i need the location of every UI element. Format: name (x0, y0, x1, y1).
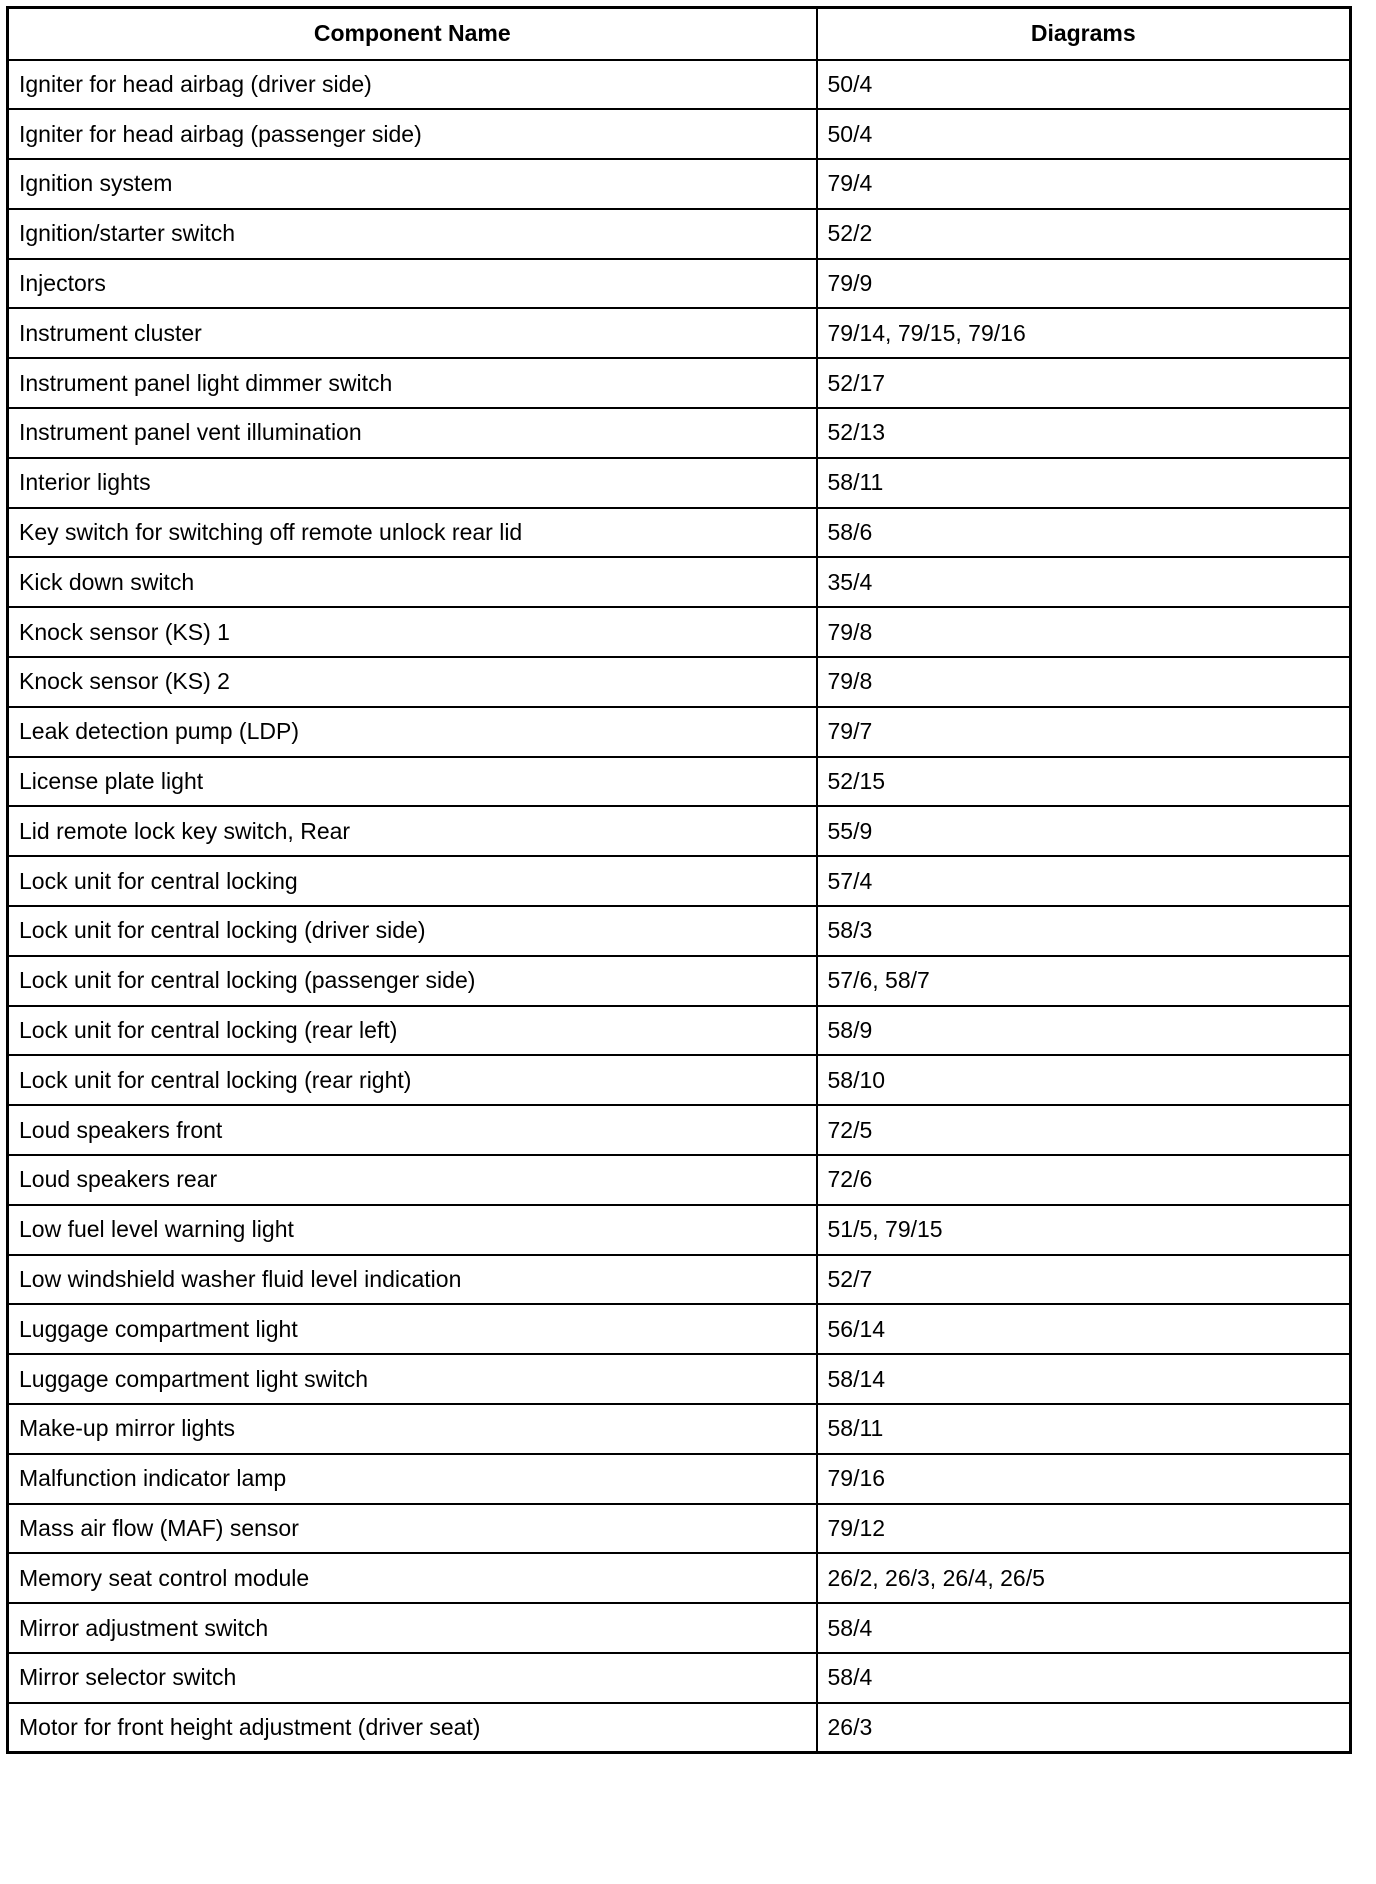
table-row (8, 159, 1351, 209)
diagrams-cell: 58/11 (817, 1404, 1351, 1454)
diagrams-cell: 58/10 (817, 1055, 1351, 1105)
component-name-cell: Injectors (8, 259, 817, 309)
diagrams-cell: 79/9 (817, 259, 1351, 309)
component-name-cell: Lock unit for central locking (rear left) (8, 1006, 817, 1056)
component-name-cell: Loud speakers rear (8, 1155, 817, 1205)
table-row (8, 856, 1351, 906)
component-name-cell: Instrument cluster (8, 308, 817, 358)
diagrams-cell: 79/16 (817, 1454, 1351, 1504)
component-name-cell: Leak detection pump (LDP) (8, 707, 817, 757)
diagrams-cell: 79/8 (817, 657, 1351, 707)
table-row (8, 1006, 1351, 1056)
component-name-cell: Knock sensor (KS) 1 (8, 607, 817, 657)
table-row (8, 1105, 1351, 1155)
table-row (8, 1155, 1351, 1205)
diagrams-cell: 58/4 (817, 1653, 1351, 1703)
table-row (8, 1553, 1351, 1603)
diagrams-cell: 55/9 (817, 806, 1351, 856)
component-name-cell: Lock unit for central locking (driver side) (8, 906, 817, 956)
diagrams-cell: 72/5 (817, 1105, 1351, 1155)
diagrams-cell: 58/9 (817, 1006, 1351, 1056)
diagrams-cell: 72/6 (817, 1155, 1351, 1205)
table-row (8, 458, 1351, 508)
component-name-cell: Kick down switch (8, 557, 817, 607)
table-row (8, 308, 1351, 358)
component-name-cell: Lid remote lock key switch, Rear (8, 806, 817, 856)
component-name-cell: Motor for front height adjustment (driver seat) (8, 1703, 817, 1753)
component-name-cell: License plate light (8, 757, 817, 807)
component-name-cell: Igniter for head airbag (passenger side) (8, 109, 817, 159)
column-header-component-name: Component Name (8, 8, 817, 60)
diagrams-cell: 52/17 (817, 358, 1351, 408)
diagrams-cell: 50/4 (817, 60, 1351, 110)
table-row (8, 806, 1351, 856)
table-row (8, 508, 1351, 558)
table-row (8, 60, 1351, 110)
diagrams-cell: 26/3 (817, 1703, 1351, 1753)
diagrams-cell: 26/2, 26/3, 26/4, 26/5 (817, 1553, 1351, 1603)
diagrams-cell: 79/12 (817, 1504, 1351, 1554)
diagrams-cell: 58/11 (817, 458, 1351, 508)
diagrams-cell: 56/14 (817, 1304, 1351, 1354)
diagrams-cell: 52/2 (817, 209, 1351, 259)
component-name-cell: Luggage compartment light (8, 1304, 817, 1354)
table-row (8, 1603, 1351, 1653)
table-row (8, 1255, 1351, 1305)
table-row (8, 557, 1351, 607)
component-name-cell: Knock sensor (KS) 2 (8, 657, 817, 707)
diagrams-cell: 50/4 (817, 109, 1351, 159)
diagrams-cell: 79/14, 79/15, 79/16 (817, 308, 1351, 358)
diagrams-cell: 79/7 (817, 707, 1351, 757)
table-row (8, 408, 1351, 458)
component-name-cell: Interior lights (8, 458, 817, 508)
component-name-cell: Ignition/starter switch (8, 209, 817, 259)
table-row (8, 1504, 1351, 1554)
table-row (8, 607, 1351, 657)
component-table-container (6, 6, 1349, 1754)
component-name-cell: Low fuel level warning light (8, 1205, 817, 1255)
table-row (8, 1703, 1351, 1753)
component-name-cell: Instrument panel vent illumination (8, 408, 817, 458)
diagrams-cell: 58/3 (817, 906, 1351, 956)
table-row (8, 1205, 1351, 1255)
column-header-diagrams: Diagrams (817, 8, 1351, 60)
table-row (8, 906, 1351, 956)
table-row (8, 109, 1351, 159)
diagrams-cell: 58/4 (817, 1603, 1351, 1653)
component-name-cell: Memory seat control module (8, 1553, 817, 1603)
table-row (8, 259, 1351, 309)
table-row (8, 1055, 1351, 1105)
table-row (8, 209, 1351, 259)
table-row (8, 1354, 1351, 1404)
component-name-cell: Mass air flow (MAF) sensor (8, 1504, 817, 1554)
component-name-cell: Lock unit for central locking (8, 856, 817, 906)
table-row (8, 657, 1351, 707)
component-name-cell: Low windshield washer fluid level indication (8, 1255, 817, 1305)
component-name-cell: Luggage compartment light switch (8, 1354, 817, 1404)
diagrams-cell: 35/4 (817, 557, 1351, 607)
diagrams-cell: 57/4 (817, 856, 1351, 906)
diagrams-cell: 58/6 (817, 508, 1351, 558)
table-row (8, 707, 1351, 757)
component-name-cell: Key switch for switching off remote unlock rear lid (8, 508, 817, 558)
diagrams-cell: 52/15 (817, 757, 1351, 807)
diagrams-cell: 52/7 (817, 1255, 1351, 1305)
diagrams-cell: 58/14 (817, 1354, 1351, 1404)
table-body (8, 60, 1351, 1753)
component-name-cell: Lock unit for central locking (passenger side) (8, 956, 817, 1006)
component-name-cell: Lock unit for central locking (rear right) (8, 1055, 817, 1105)
table-row (8, 956, 1351, 1006)
component-name-cell: Mirror selector switch (8, 1653, 817, 1703)
diagrams-cell: 51/5, 79/15 (817, 1205, 1351, 1255)
component-name-cell: Malfunction indicator lamp (8, 1454, 817, 1504)
diagrams-cell: 79/8 (817, 607, 1351, 657)
component-table (6, 6, 1352, 1754)
table-row (8, 757, 1351, 807)
table-row (8, 1454, 1351, 1504)
diagrams-cell: 52/13 (817, 408, 1351, 458)
component-name-cell: Make-up mirror lights (8, 1404, 817, 1454)
component-name-cell: Ignition system (8, 159, 817, 209)
component-name-cell: Instrument panel light dimmer switch (8, 358, 817, 408)
component-name-cell: Mirror adjustment switch (8, 1603, 817, 1653)
diagrams-cell: 57/6, 58/7 (817, 956, 1351, 1006)
table-row (8, 1653, 1351, 1703)
diagrams-cell: 79/4 (817, 159, 1351, 209)
component-name-cell: Igniter for head airbag (driver side) (8, 60, 817, 110)
component-name-cell: Loud speakers front (8, 1105, 817, 1155)
table-row (8, 358, 1351, 408)
table-row (8, 1404, 1351, 1454)
table-header-row (8, 8, 1351, 60)
table-row (8, 1304, 1351, 1354)
